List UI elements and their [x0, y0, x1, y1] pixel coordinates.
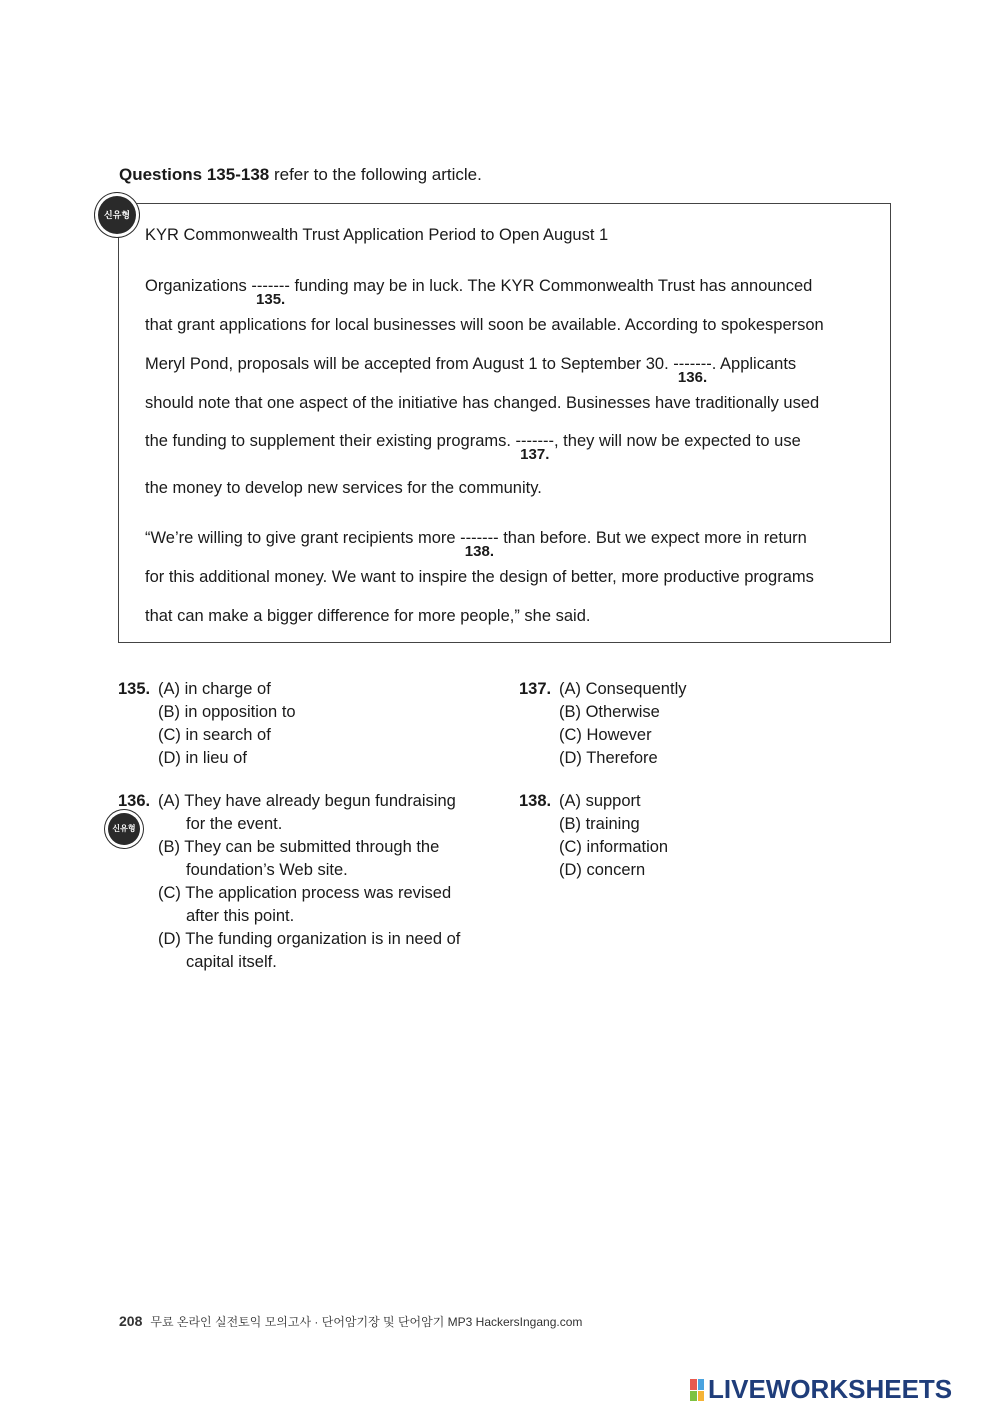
option-136-a[interactable]: (A) They have already begun fundraising: [158, 792, 456, 810]
option-138-d[interactable]: (D) concern: [559, 861, 646, 879]
article-line-3: Meryl Pond, proposals will be accepted from August 1 to September 30. ------- 136. . Applicants: [145, 355, 797, 386]
article-box: [118, 203, 891, 643]
blank-136[interactable]: ------- 136.: [673, 355, 712, 386]
option-138-c[interactable]: (C) information: [559, 838, 669, 856]
blank-number: 137.: [520, 446, 550, 463]
blank-number: 135.: [256, 291, 286, 308]
option-135-d[interactable]: (D) in lieu of: [158, 749, 247, 767]
option-137-c[interactable]: (C) However: [559, 726, 652, 744]
option-136-d-cont[interactable]: capital itself.: [186, 953, 277, 971]
option-135-c[interactable]: (C) in search of: [158, 726, 271, 744]
option-136-a-cont[interactable]: for the event.: [186, 815, 283, 833]
option-136-b[interactable]: (B) They can be submitted through the: [158, 838, 440, 856]
new-type-badge-icon: 신유형: [108, 813, 140, 845]
option-137-a[interactable]: (A) Consequently: [559, 680, 687, 698]
option-136-b-cont[interactable]: foundation’s Web site.: [186, 861, 348, 879]
option-136-c-cont[interactable]: after this point.: [186, 907, 295, 925]
question-137: [519, 680, 819, 780]
intro-text: refer to the following article.: [269, 165, 482, 184]
question-138: [519, 792, 819, 892]
option-138-b[interactable]: (B) training: [559, 815, 640, 833]
question-number: 137.: [519, 680, 552, 698]
page-number: 208: [119, 1313, 143, 1329]
option-136-d[interactable]: (D) The funding organization is in need of: [158, 930, 461, 948]
article-line-2: that grant applications for local businesses will soon be available. According to spokesperson: [145, 316, 824, 334]
blank-138[interactable]: ------- 138.: [460, 529, 499, 560]
option-138-a[interactable]: (A) support: [559, 792, 641, 810]
option-135-a[interactable]: (A) in charge of: [158, 680, 271, 698]
article-line-6: the money to develop new services for the community.: [145, 479, 542, 497]
question-136: [118, 792, 518, 982]
article-title: KYR Commonwealth Trust Application Period to Open August 1: [145, 226, 609, 244]
article-line-1: Organizations ------- 135. funding may be in luck. The KYR Commonwealth Trust has announced: [145, 277, 813, 308]
article-line-8: for this additional money. We want to inspire the design of better, more productive programs: [145, 568, 814, 586]
blank-number: 138.: [464, 543, 494, 560]
option-135-b[interactable]: (B) in opposition to: [158, 703, 296, 721]
option-137-b[interactable]: (B) Otherwise: [559, 703, 660, 721]
question-number: 138.: [519, 792, 552, 810]
liveworksheets-logo-icon: [690, 1379, 704, 1401]
article-line-7: “We’re willing to give grant recipients more ------- 138. than before. But we expect more in return: [145, 529, 807, 560]
option-136-c[interactable]: (C) The application process was revised: [158, 884, 452, 902]
page-footer: [119, 1313, 582, 1330]
questions-range: Questions 135-138: [119, 165, 270, 184]
question-number: 135.: [118, 680, 151, 698]
article-line-9: that can make a bigger difference for more people,” she said.: [145, 607, 591, 625]
article-line-5: the funding to supplement their existing programs. ------- 137. , they will now be expected to use: [145, 432, 801, 463]
intro-line: [119, 165, 482, 185]
new-type-badge-icon: 신유형: [98, 196, 136, 234]
question-135: [118, 680, 498, 780]
option-137-d[interactable]: (D) Therefore: [559, 749, 658, 767]
blank-number: 136.: [677, 369, 708, 386]
footer-text: 무료 온라인 실전토익 모의고사 · 단어암기장 및 단어암기 MP3 HackersIngang.com: [150, 1315, 583, 1329]
article-line-4: should note that one aspect of the initiative has changed. Businesses have traditionally used: [145, 394, 820, 412]
liveworksheets-brand[interactable]: LIVEWORKSHEETS: [708, 1374, 953, 1404]
blank-135[interactable]: ------- 135.: [251, 277, 290, 308]
question-number: 136.: [118, 792, 151, 810]
blank-137[interactable]: ------- 137.: [515, 432, 555, 463]
